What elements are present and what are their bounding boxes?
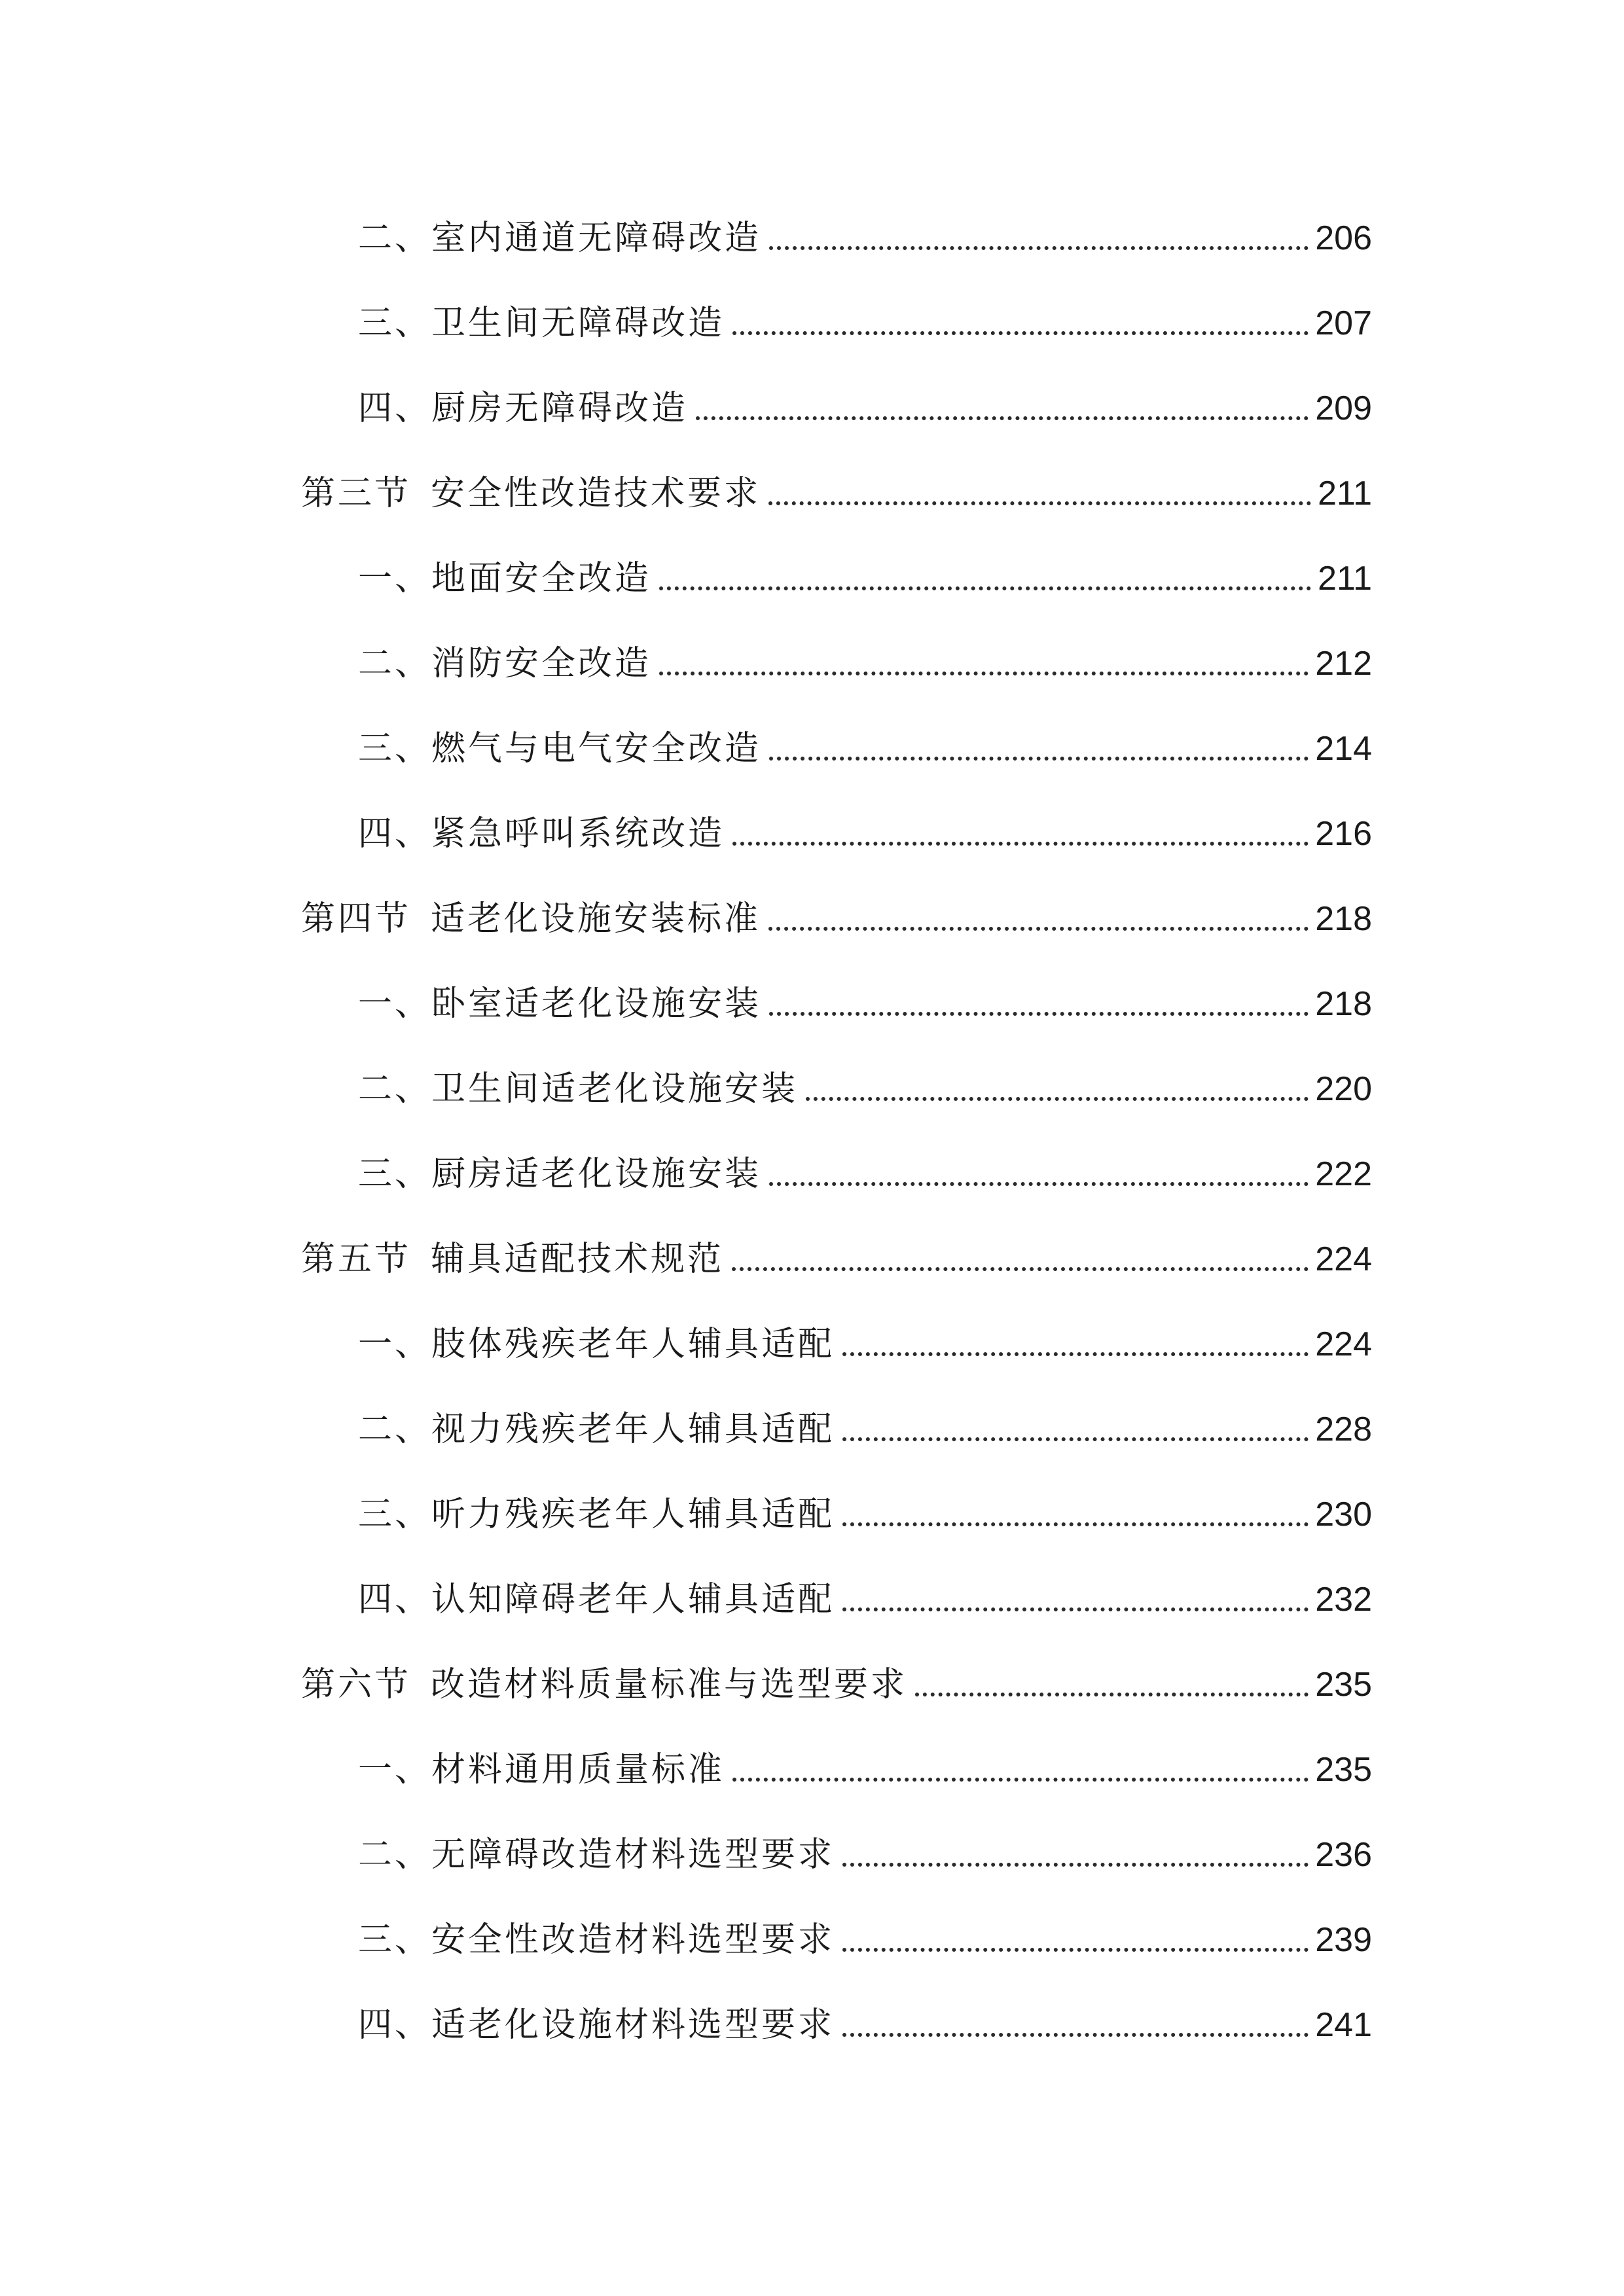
toc-entry-prefix: 一、 (358, 1750, 432, 1789)
toc-entry[interactable] (358, 1728, 1372, 1787)
toc-entry-page-number: 211 (1318, 560, 1372, 598)
toc-entry-prefix: 第六节 (301, 1665, 412, 1704)
dot-leader (696, 416, 1308, 420)
toc-entry-title: 安全性改造材料选型要求 (431, 1920, 835, 1960)
toc-entry-prefix: 一、 (358, 984, 432, 1024)
dot-leader (732, 1267, 1308, 1271)
toc-entry-title: 适老化设施材料选型要求 (431, 2005, 835, 2045)
toc-entry-title: 听力残疾老年人辅具适配 (431, 1495, 835, 1534)
toc-entry-title: 视力残疾老年人辅具适配 (431, 1410, 835, 1449)
dot-leader (659, 586, 1311, 590)
toc-entry-page-number: 228 (1315, 1410, 1372, 1448)
toc-entry[interactable] (358, 1302, 1372, 1364)
toc-entry-page-number: 207 (1315, 304, 1372, 342)
toc-entry[interactable] (301, 877, 1372, 939)
toc-entry-page-number: 212 (1315, 645, 1372, 683)
toc-entry-title: 适老化设施安装标准 (431, 899, 761, 939)
toc-entry[interactable] (358, 1388, 1372, 1449)
toc-entry-prefix: 三、 (358, 1495, 432, 1534)
toc-entry-prefix: 二、 (358, 1410, 432, 1449)
dot-leader (732, 1778, 1308, 1782)
toc-entry-page-number: 218 (1315, 985, 1372, 1023)
dot-leader (769, 246, 1308, 250)
toc-entry[interactable] (301, 452, 1372, 511)
dot-leader (659, 672, 1308, 675)
dot-leader (768, 927, 1308, 931)
toc-entry[interactable] (301, 1217, 1372, 1279)
toc-entry-page-number: 222 (1315, 1155, 1372, 1193)
toc-entry-page-number: 235 (1315, 1666, 1372, 1704)
toc-entry[interactable] (358, 792, 1372, 851)
toc-entry-prefix: 二、 (358, 219, 432, 258)
toc-entry[interactable] (358, 1983, 1372, 2045)
toc-entry[interactable] (358, 962, 1372, 1024)
toc-entry-title: 卧室适老化设施安装 (431, 984, 762, 1024)
toc-entry[interactable] (358, 196, 1372, 258)
toc-entry-page-number: 218 (1315, 900, 1372, 938)
toc-entry-title: 厨房适老化设施安装 (431, 1155, 762, 1194)
dot-leader (769, 1012, 1308, 1016)
dot-leader (732, 331, 1308, 335)
dot-leader (842, 1863, 1308, 1867)
dot-leader (842, 1352, 1308, 1356)
toc-entry-page-number: 241 (1315, 2006, 1372, 2044)
toc-entry-page-number: 224 (1315, 1240, 1372, 1278)
toc-entry-prefix: 四、 (358, 814, 432, 853)
toc-entry[interactable] (358, 1558, 1372, 1617)
toc-entry-prefix: 二、 (358, 1835, 432, 1874)
dot-leader (732, 842, 1308, 846)
toc-entry-prefix: 第五节 (301, 1240, 412, 1279)
toc-entry-page-number: 220 (1315, 1070, 1372, 1108)
toc-entry-page-number: 239 (1315, 1921, 1372, 1959)
toc-entry-page-number: 236 (1315, 1836, 1372, 1874)
toc-entry[interactable] (358, 537, 1372, 596)
toc-entry-prefix: 一、 (358, 1325, 432, 1364)
toc-entry-prefix: 一、 (358, 559, 432, 598)
toc-entry-title: 安全性改造技术要求 (431, 474, 761, 513)
dot-leader (842, 1948, 1308, 1952)
toc-entry[interactable] (358, 281, 1372, 343)
toc-entry-prefix: 三、 (358, 729, 432, 768)
toc-entry-title: 辅具适配技术规范 (431, 1240, 725, 1279)
toc-entry-title: 卫生间无障碍改造 (431, 304, 725, 343)
toc-entry[interactable] (358, 707, 1372, 766)
toc-entry-title: 认知障碍老年人辅具适配 (431, 1580, 835, 1619)
toc-entry-prefix: 三、 (358, 1155, 432, 1194)
dot-leader (842, 1522, 1308, 1526)
dot-leader (769, 757, 1308, 761)
dot-leader (915, 1693, 1308, 1696)
toc-entry-page-number: 230 (1315, 1496, 1372, 1534)
toc-entry[interactable] (358, 622, 1372, 681)
toc-entry-prefix: 二、 (358, 644, 432, 683)
toc-entry-page-number: 214 (1315, 730, 1372, 768)
toc-entry[interactable] (358, 1473, 1372, 1532)
toc-entry-title: 厨房无障碍改造 (431, 389, 689, 428)
toc-entry-page-number: 216 (1315, 815, 1372, 853)
toc-entry[interactable] (358, 1898, 1372, 1960)
toc-entry-page-number: 211 (1318, 475, 1372, 512)
toc-entry-prefix: 三、 (358, 1920, 432, 1960)
toc-entry-page-number: 209 (1315, 389, 1372, 427)
dot-leader (842, 1437, 1308, 1441)
toc-entry-page-number: 224 (1315, 1325, 1372, 1363)
toc-entry[interactable] (301, 1643, 1372, 1702)
toc-entry-prefix: 三、 (358, 304, 432, 343)
toc-entry-title: 紧急呼叫系统改造 (431, 814, 725, 853)
toc-entry-title: 肢体残疾老年人辅具适配 (431, 1325, 835, 1364)
dot-leader (842, 2033, 1308, 2037)
toc-entry-page-number: 232 (1315, 1581, 1372, 1619)
toc-entry-page-number: 206 (1315, 219, 1372, 257)
toc-entry-title: 卫生间适老化设施安装 (431, 1069, 799, 1109)
dot-leader (769, 1182, 1308, 1186)
toc-entry-title: 燃气与电气安全改造 (431, 729, 762, 768)
toc-entry-prefix: 四、 (358, 2005, 432, 2045)
toc-entry-title: 室内通道无障碍改造 (431, 219, 762, 258)
toc-entry-prefix: 四、 (358, 389, 432, 428)
toc-entry-prefix: 二、 (358, 1069, 432, 1109)
toc-entry-title: 改造材料质量标准与选型要求 (431, 1665, 908, 1704)
toc-entry-title: 材料通用质量标准 (431, 1750, 725, 1789)
toc-entry-prefix: 四、 (358, 1580, 432, 1619)
toc-entry[interactable] (358, 1047, 1372, 1109)
dot-leader (806, 1097, 1308, 1101)
toc-entry-title: 地面安全改造 (431, 559, 652, 598)
dot-leader (768, 501, 1311, 505)
toc-entry-page-number: 235 (1315, 1751, 1372, 1789)
toc-entry-prefix: 第三节 (301, 474, 412, 513)
dot-leader (842, 1607, 1308, 1611)
toc-entry[interactable] (358, 1132, 1372, 1194)
toc-entry-title: 消防安全改造 (431, 644, 652, 683)
toc-entry-prefix: 第四节 (301, 899, 412, 939)
toc-entry[interactable] (358, 1813, 1372, 1872)
toc-entry[interactable] (358, 367, 1372, 428)
toc-entry-title: 无障碍改造材料选型要求 (431, 1835, 835, 1874)
